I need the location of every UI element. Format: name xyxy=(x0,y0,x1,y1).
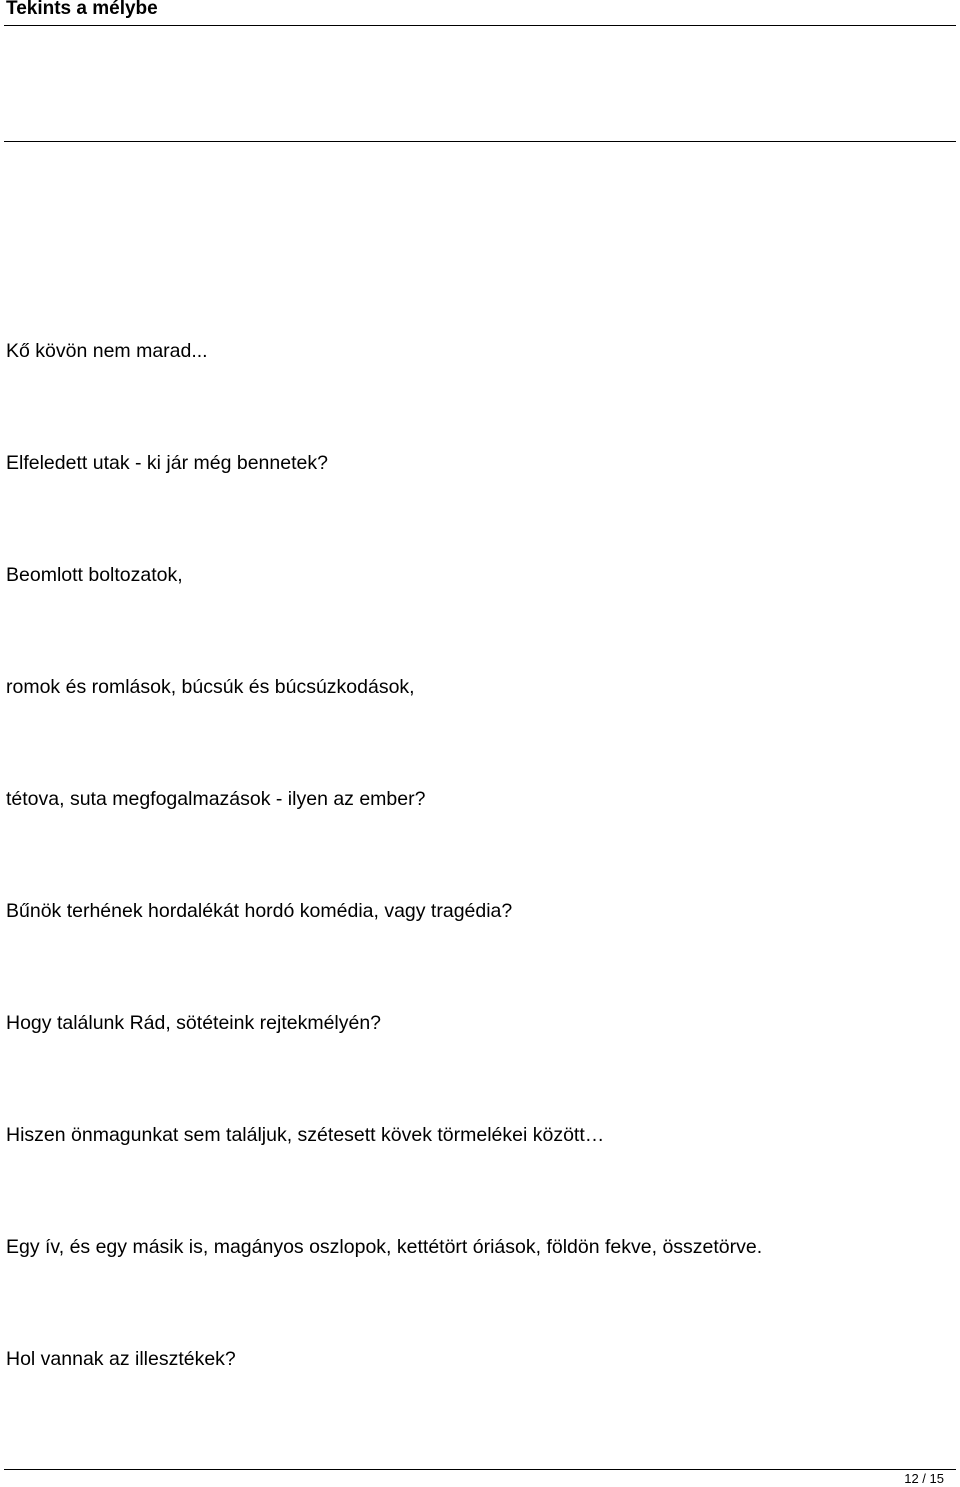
footer-divider xyxy=(4,1469,956,1470)
poem-line: Kő kövön nem marad... xyxy=(6,340,208,362)
poem-line: Beomlott boltozatok, xyxy=(6,564,183,586)
poem-line: Egy ív, és egy másik is, magányos oszlopok, kettétört óriások, földön fekve, összetörve. xyxy=(6,1236,763,1258)
poem-line: Elfeledett utak - ki jár még bennetek? xyxy=(6,452,328,474)
header-secondary-divider xyxy=(4,141,956,142)
poem-line: Hogy találunk Rád, sötéteink rejtekmélyén? xyxy=(6,1012,382,1034)
poem-line: romok és romlások, búcsúk és búcsúzkodások, xyxy=(6,676,415,698)
poem-line: tétova, suta megfogalmazások - ilyen az ember? xyxy=(6,788,426,810)
page-number: 12 / 15 xyxy=(904,1471,944,1486)
header-divider xyxy=(4,25,956,26)
poem-line: Hiszen önmagunkat sem találjuk, szétesett kövek törmelékei között… xyxy=(6,1124,605,1146)
document-title: Tekints a mélybe xyxy=(6,0,158,19)
poem-line: Bűnök terhének hordalékát hordó komédia, vagy tragédia? xyxy=(6,900,513,922)
poem-line: Hol vannak az illesztékek? xyxy=(6,1348,236,1370)
